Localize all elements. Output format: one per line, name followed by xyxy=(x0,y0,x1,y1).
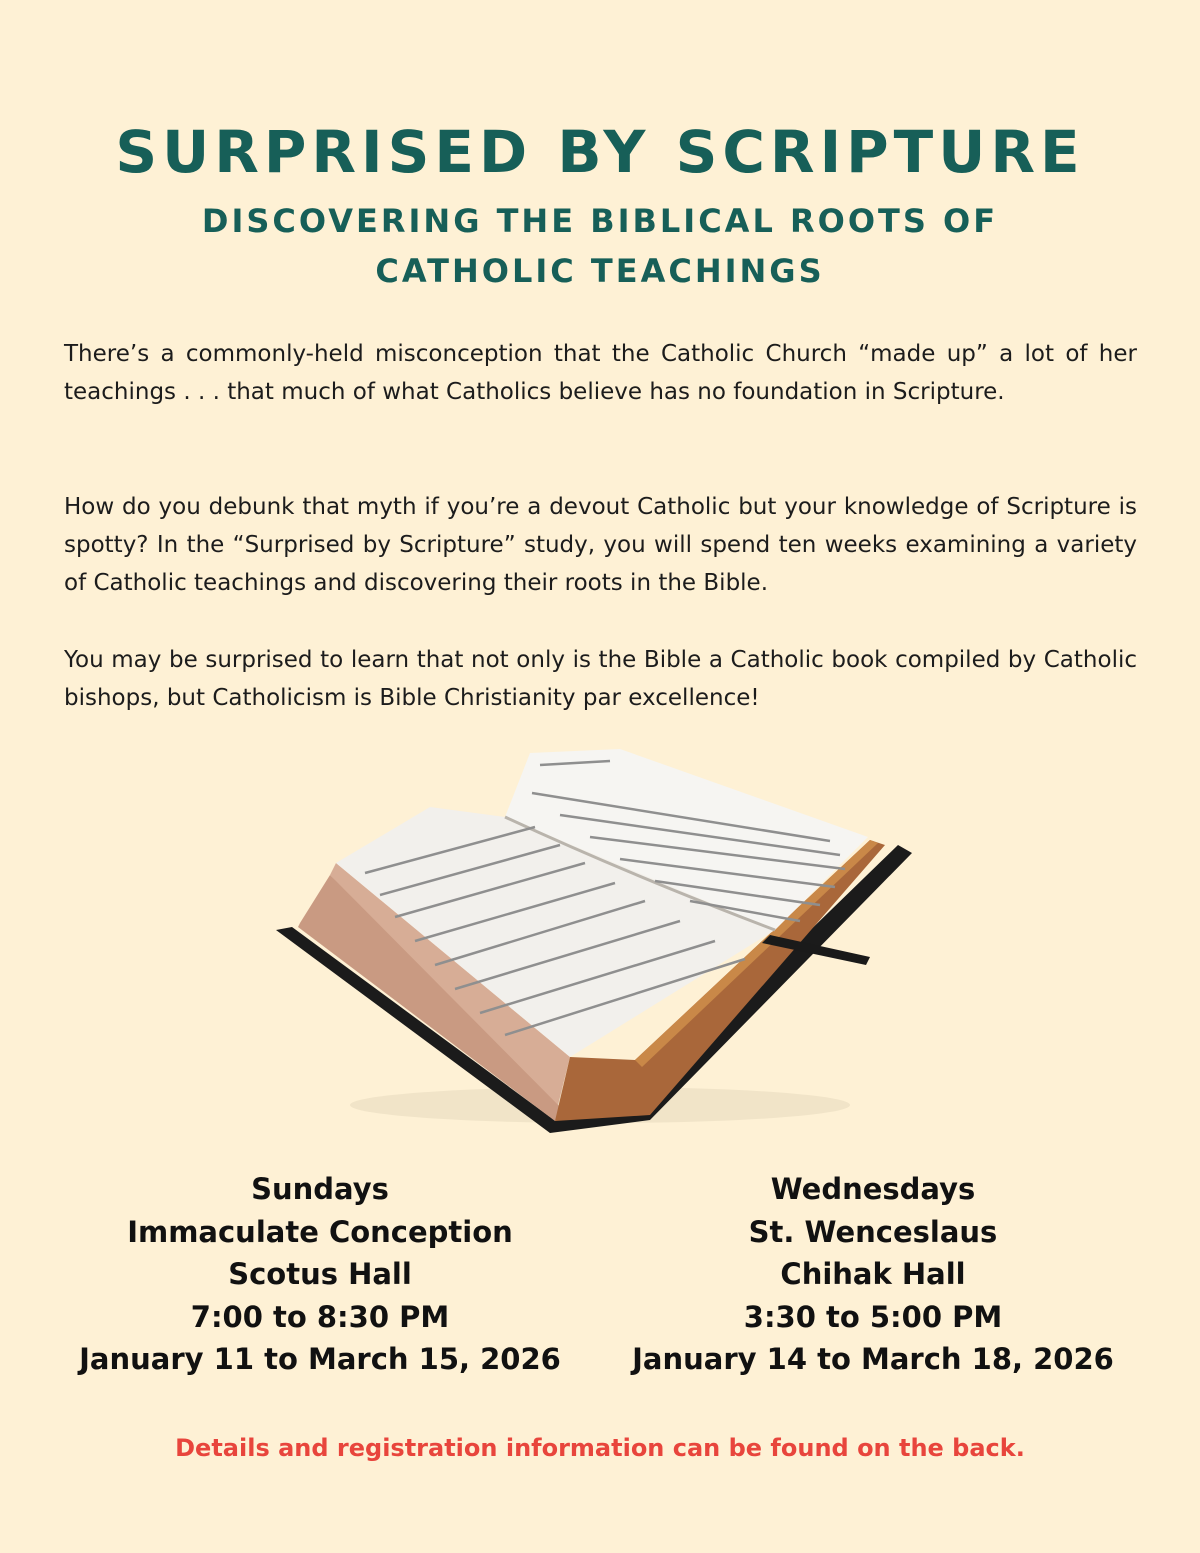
schedule-day: Wednesdays xyxy=(770,1172,976,1206)
closing-paragraph: You may be surprised to learn that not only is the Bible a Catholic book compiled by Catholic bishops, but Catholicism is Bible Christianity par excellence! xyxy=(64,647,1137,711)
schedule-hall: Scotus Hall xyxy=(228,1257,412,1291)
page-subtitle xyxy=(100,196,1100,296)
wednesday-schedule xyxy=(593,1168,1153,1381)
schedule-parish: St. Wenceslaus xyxy=(748,1214,998,1249)
schedule-dates: January 11 to March 15, 2026 xyxy=(79,1342,561,1376)
schedule-time: 7:00 to 8:30 PM xyxy=(190,1299,450,1334)
schedule-time: 3:30 to 5:00 PM xyxy=(743,1299,1003,1334)
sunday-schedule xyxy=(40,1168,600,1381)
intro-paragraph: There’s a commonly-held misconception that the Catholic Church “made up” a lot of her teachings . . . that much of what Catholics believe has no foundation in Scripture. xyxy=(64,341,1137,405)
study-paragraph: How do you debunk that myth if you’re a devout Catholic but your knowledge of Scripture is spotty? In the “Surprised by Scripture” study, you will spend ten weeks examining a variety of Catholic teachings and discovering their roots in the Bible. xyxy=(64,494,1137,596)
open-bible-image xyxy=(270,745,920,1140)
schedule-parish: Immaculate Conception xyxy=(127,1214,513,1249)
schedule-day: Sundays xyxy=(251,1172,389,1206)
schedule-dates: January 14 to March 18, 2026 xyxy=(632,1342,1114,1376)
registration-note: Details and registration information can be found on the back. xyxy=(175,1434,1025,1462)
subtitle-line: CATHOLIC TEACHINGS xyxy=(375,252,825,290)
page-title: SURPRISED BY SCRIPTURE xyxy=(115,118,1085,186)
subtitle-line: DISCOVERING THE BIBLICAL ROOTS OF xyxy=(201,202,999,240)
schedule-hall: Chihak Hall xyxy=(780,1257,966,1291)
